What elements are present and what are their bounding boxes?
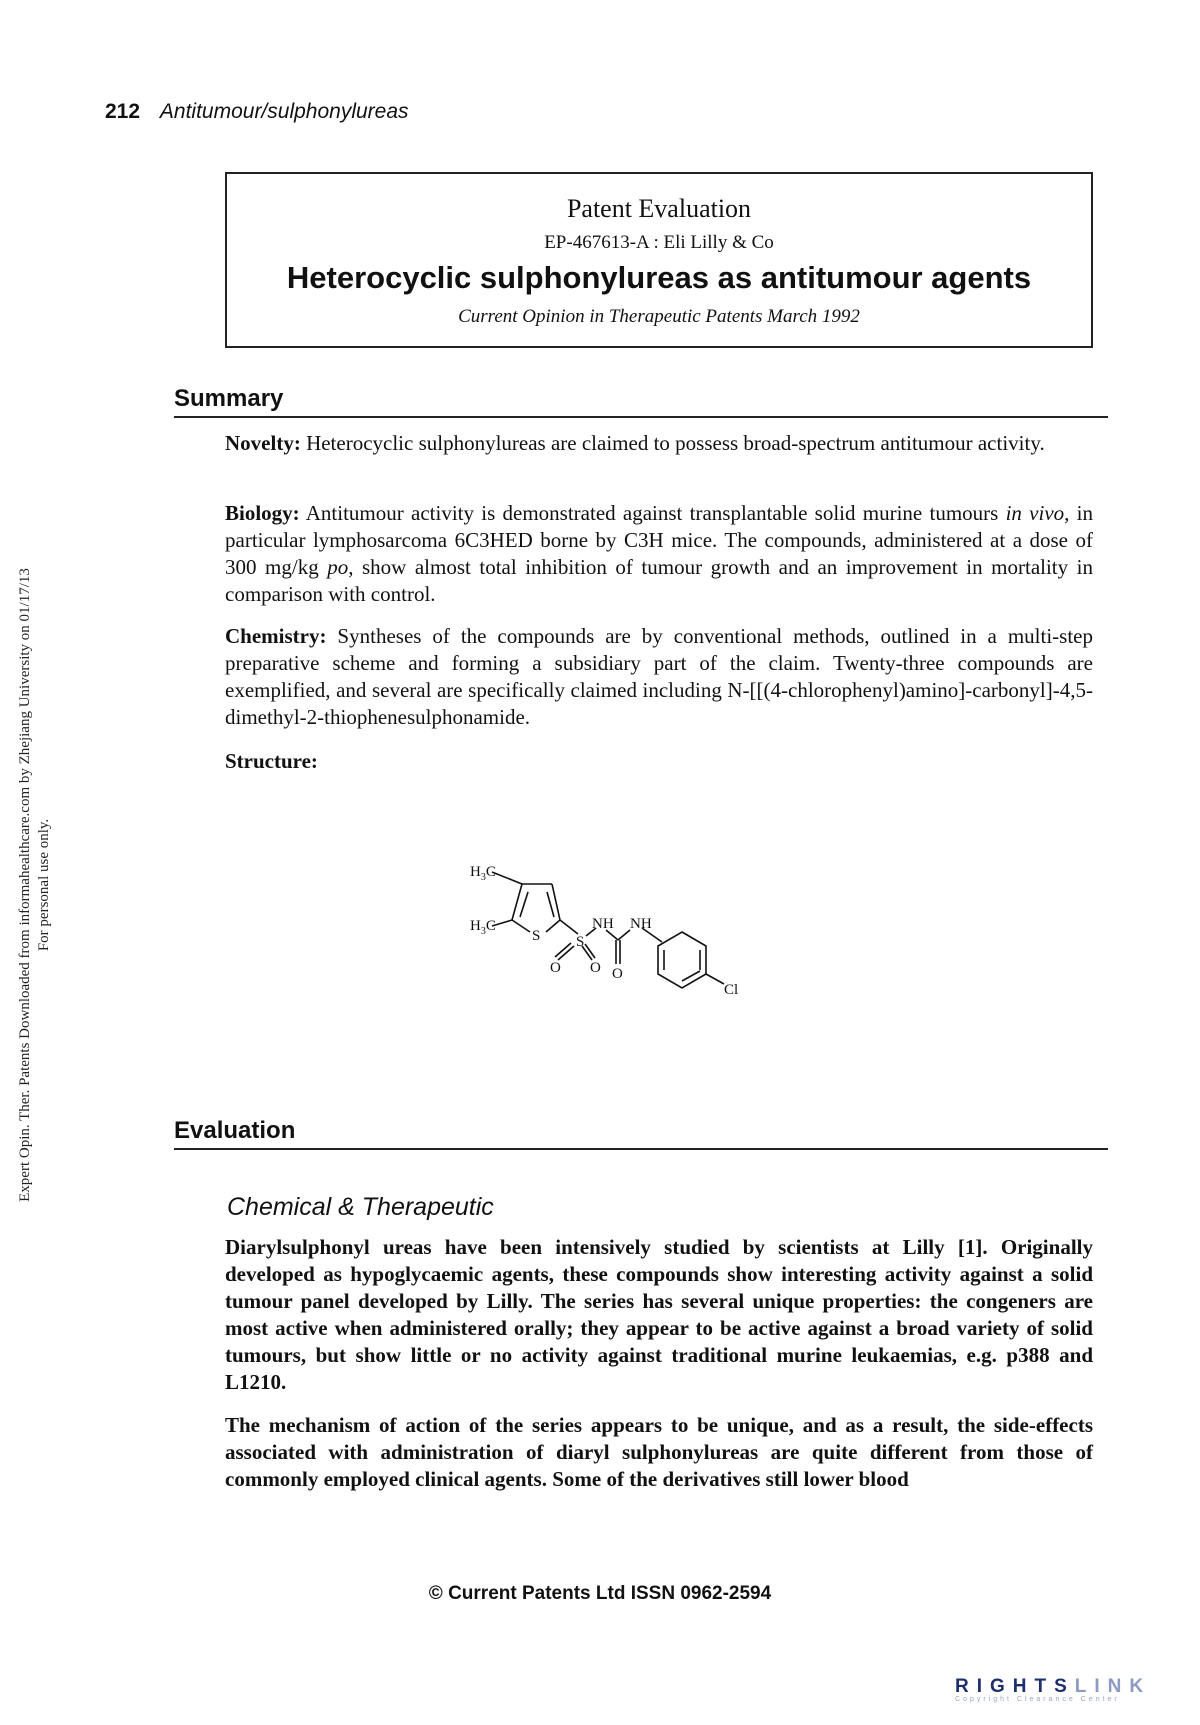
biology-in-vivo: in vivo <box>1005 501 1065 525</box>
biology-label: Biology: <box>225 501 300 525</box>
bond <box>546 920 560 932</box>
box-kicker: Patent Evaluation <box>566 194 752 223</box>
novelty-label: Novelty: <box>225 431 301 455</box>
copyright-footer: © Current Patents Ltd ISSN 0962-2594 <box>428 1583 772 1604</box>
journal-citation: Current Opinion in Therapeutic Patents March 1992 <box>458 306 860 327</box>
logo-text-dark: RIGHTS <box>955 1676 1075 1697</box>
thiophene-sulfur: S <box>532 928 541 944</box>
biology-text-1: Antitumour activity is demonstrated against transplantable solid murine tumours <box>299 501 1006 525</box>
evaluation-subheading: Chemical & Therapeutic <box>227 1193 494 1221</box>
biology-text-2: , in particular lymphosarcoma 6C3HED borne by C3H mice. The compounds, administered at a dose of 300 mg/kg <box>225 501 1094 579</box>
chemistry-label: Chemistry: <box>225 624 327 648</box>
running-title: Antitumour/sulphonylureas <box>159 100 409 123</box>
article-title: Heterocyclic sulphonylureas as antitumour agents <box>286 260 1032 295</box>
sulfonyl-sulfur: S <box>576 934 585 950</box>
rightslink-logo <box>955 1676 1151 1703</box>
structure-label-paragraph <box>225 748 1093 775</box>
evaluation-heading: Evaluation <box>174 1117 1108 1150</box>
bond <box>492 872 522 884</box>
bond <box>520 892 528 917</box>
bond <box>618 930 630 940</box>
bond <box>560 920 578 934</box>
biology-po: po <box>327 555 349 579</box>
nh-label-2: NH <box>630 916 652 932</box>
running-head <box>105 100 409 124</box>
novelty-text: Heterocyclic sulphonylureas are claimed to possess broad-spectrum antitumour activity. <box>300 431 1045 455</box>
chlorine-label: Cl <box>724 982 739 998</box>
novelty-paragraph <box>225 430 1093 457</box>
logo-subtext: Copyright Clearance Center <box>955 1696 1120 1703</box>
oxygen-label-1: O <box>550 960 561 976</box>
bond <box>706 974 724 984</box>
chemical-structure <box>470 860 830 1010</box>
biology-text-3: , show almost total inhibition of tumour growth and an improvement in mortality in comparison with control. <box>225 555 1094 606</box>
patent-evaluation-box <box>225 172 1093 348</box>
download-notice <box>0 0 70 1725</box>
structure-label: Structure: <box>225 749 318 773</box>
methyl-label-top: $H_3C$ <box>470 864 496 883</box>
oxygen-label-2: O <box>590 960 601 976</box>
oxygen-label-3: O <box>612 966 623 982</box>
logo-text-light: LINK <box>1074 1676 1152 1697</box>
patent-reference: EP-467613-A : Eli Lilly & Co <box>544 232 774 253</box>
summary-heading: Summary <box>174 385 1108 418</box>
nh-label-1: NH <box>592 916 614 932</box>
page-number: 212 <box>105 100 141 123</box>
download-notice-line1: Expert Opin. Ther. Patents Downloaded from informahealthcare.com by Zhejiang University on 01/17/13 <box>17 568 33 1202</box>
evaluation-paragraph-1: Diarylsulphonyl ureas have been intensively studied by scientists at Lilly [1]. Originally developed as hypoglycaemic agents, these compounds show interesting activity against a solid tumour panel developed by Lilly. The series has several unique properties: the congeners are most active when administered orally; they appear to be active against a broad variety of solid tumours, but show little or no activity against traditional murine leukaemias, e.g. p388 and L1210. <box>225 1235 1093 1394</box>
chemistry-paragraph <box>225 623 1093 731</box>
benzene-ring <box>658 932 706 988</box>
bond <box>547 892 554 917</box>
methyl-label-bottom: $H_3C$ <box>470 918 496 937</box>
evaluation-paragraph-2: The mechanism of action of the series appears to be unique, and as a result, the side-effects associated with administration of diaryl sulphonylureas are quite different from those of commonly employed clinical agents. Some of the derivatives still lower blood <box>225 1413 1093 1491</box>
bond <box>512 920 530 932</box>
chemistry-text: Syntheses of the compounds are by conventional methods, outlined in a multi-step preparative scheme and forming a subsidiary part of the claim. Twenty-three compounds are exemplified, and several are specifically claimed including N-[[(4-chlorophenyl)amino]-carbonyl]-4,5-dimethyl-2-thiophenesulphonamide. <box>225 624 1093 729</box>
biology-paragraph <box>225 500 1093 608</box>
download-notice-line2: For personal use only. <box>36 818 52 952</box>
